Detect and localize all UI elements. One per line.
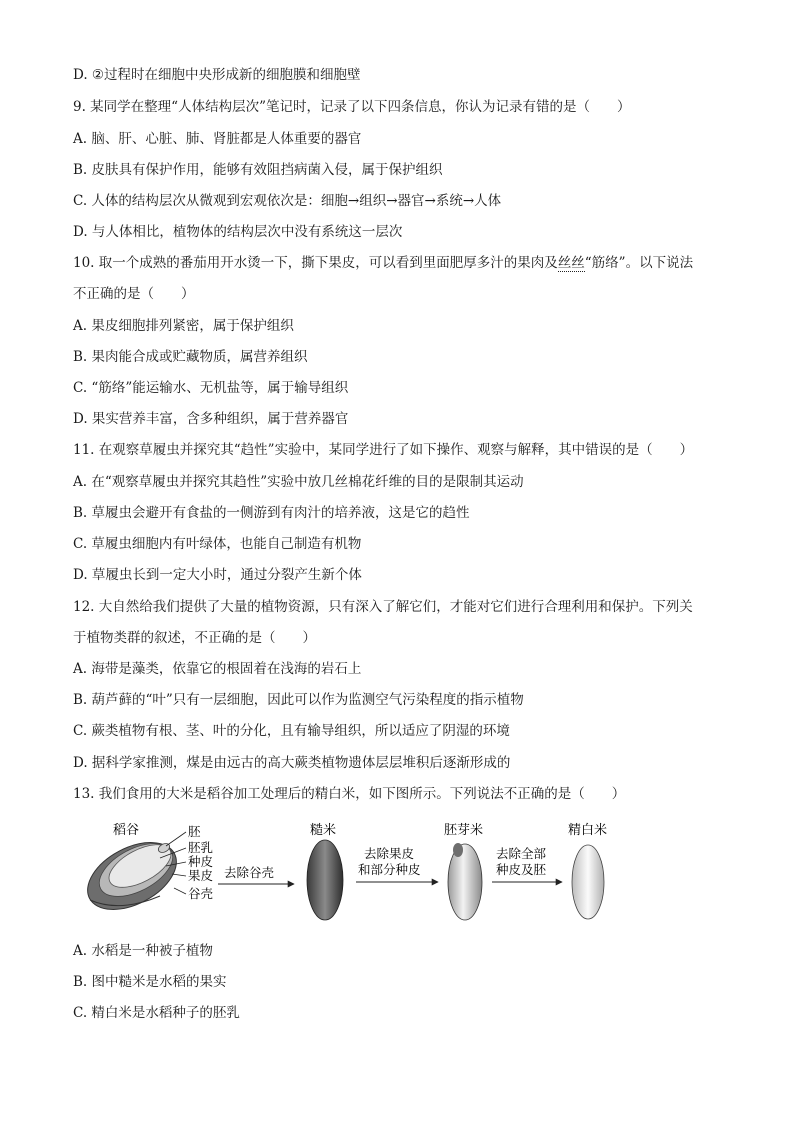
question-12: 12. 大自然给我们提供了大量的植物资源，只有深入了解它们，才能对它们进行合理利用和保护。下列关	[73, 599, 693, 615]
option-10a: A. 果皮细胞排列紧密，属于保护组织	[73, 318, 294, 334]
step2-label-line1: 去除果皮	[364, 846, 415, 861]
option-11a: A. 在“观察草履虫并探究其趋性”实验中放几丝棉花纤维的目的是限制其运动	[73, 474, 524, 490]
step3-label-line1: 去除全部	[496, 846, 547, 861]
q10-text-b: “筋络”。以下说法	[584, 255, 694, 271]
option-12b: B. 葫芦藓的“叶”只有一层细胞，因此可以作为监测空气污染程度的指示植物	[73, 692, 524, 708]
question-13: 13. 我们食用的大米是稻谷加工处理后的精白米，如下图所示。下列说法不正确的是（ ）	[73, 786, 626, 802]
part-label-hull: 谷壳	[188, 886, 214, 901]
question-12-cont: 于植物类群的叙述，不正确的是（ ）	[73, 630, 316, 646]
germ-embryo-image	[453, 843, 463, 857]
question-11: 11. 在观察草履虫并探究其“趋性”实验中，某同学进行了如下操作、观察与解释，其中错误的是（ ）	[73, 442, 694, 458]
option-9a: A. 脑、肝、心脏、肺、肾脏都是人体重要的器官	[73, 131, 362, 147]
part-label-embryo: 胚	[188, 824, 201, 839]
option-10c: C. “筋络”能运输水、无机盐等，属于输导组织	[73, 380, 349, 396]
option-9b: B. 皮肤具有保护作用，能够有效阻挡病菌入侵，属于保护组织	[73, 162, 443, 178]
part-label-endosperm: 胚乳	[188, 840, 214, 855]
rice-processing-figure	[80, 818, 640, 933]
option-10d: D. 果实营养丰富，含多种组织，属于营养器官	[73, 411, 349, 427]
question-10-cont: 不正确的是（ ）	[73, 286, 195, 302]
step2-label-line2: 和部分种皮	[358, 862, 421, 877]
question-9: 9. 某同学在整理“人体结构层次”笔记时，记录了以下四条信息，你认为记录有错的是（ ）	[73, 99, 631, 115]
option-13c: C. 精白米是水稻种子的胚乳	[73, 1005, 240, 1021]
part-label-seed-coat: 种皮	[188, 854, 214, 869]
brown-rice-label: 糙米	[310, 823, 337, 838]
option-9d: D. 与人体相比，植物体的结构层次中没有系统这一层次	[73, 224, 403, 240]
part-label-pericarp: 果皮	[188, 868, 214, 883]
option-12a: A. 海带是藻类，依靠它的根固着在浅海的岩石上	[73, 661, 362, 677]
brown-rice-image	[307, 840, 343, 920]
q10-emphasis: 丝丝	[557, 255, 585, 271]
option-11c: C. 草履虫细胞内有叶绿体，也能自己制造有机物	[73, 536, 362, 552]
option-11b: B. 草履虫会避开有食盐的一侧游到有肉汁的培养液，这是它的趋性	[73, 505, 470, 521]
germ-rice-label: 胚芽米	[444, 823, 484, 838]
option-12d: D. 据科学家推测，煤是由远古的高大蕨类植物遗体层层堆积后逐渐形成的	[73, 755, 511, 771]
step3-label-line2: 种皮及胚	[496, 862, 547, 877]
paddy-grain-image	[80, 829, 188, 924]
white-rice-label: 精白米	[568, 823, 608, 838]
option-13b: B. 图中糙米是水稻的果实	[73, 974, 227, 990]
question-10	[73, 254, 693, 272]
germ-rice-image	[448, 844, 482, 920]
q10-text-a: 10. 取一个成熟的番茄用开水烫一下，撕下果皮，可以看到里面肥厚多汁的果肉及	[73, 255, 558, 271]
option-10b: B. 果肉能合成或贮藏物质，属营养组织	[73, 349, 308, 365]
option-13a: A. 水稻是一种被子植物	[73, 943, 213, 959]
option-9c: C. 人体的结构层次从微观到宏观依次是：细胞→组织→器官→系统→人体	[73, 193, 502, 209]
option-12c: C. 蕨类植物有根、茎、叶的分化，且有输导组织，所以适应了阴湿的环境	[73, 723, 510, 739]
option-11d: D. 草履虫长到一定大小时，通过分裂产生新个体	[73, 567, 362, 583]
text-line: D. ②过程时在细胞中央形成新的细胞膜和细胞壁	[73, 67, 361, 83]
white-rice-image	[572, 845, 604, 919]
step1-label: 去除谷壳	[224, 865, 275, 880]
paddy-label: 稻谷	[113, 823, 140, 838]
